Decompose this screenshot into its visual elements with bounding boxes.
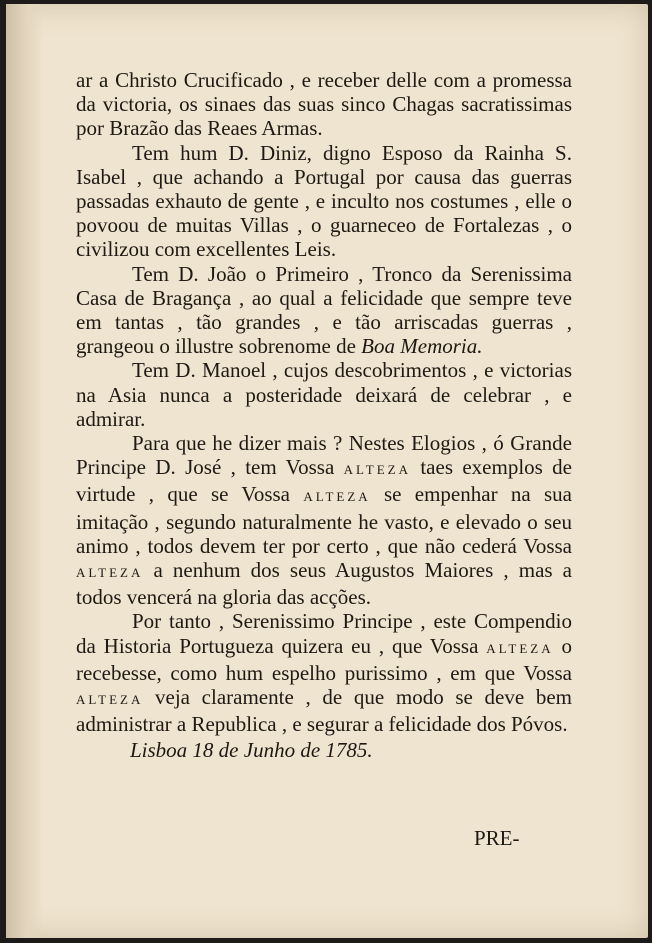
small-caps-title: ALTEZA [303, 489, 371, 505]
paragraph-p4 [76, 358, 572, 431]
small-caps-title: ALTEZA [486, 640, 554, 656]
text-run: Para que he dizer mais ? Nestes Elogios , ó Grande Principe D. José , tem Vossa [76, 431, 572, 480]
text-run: o recebesse, como hum espelho purissimo , em que Vossa [76, 633, 573, 685]
paragraph-p2 [76, 141, 572, 262]
italic-phrase: Boa Memoria. [361, 334, 483, 359]
text-run: ar a Christo Crucificado , e receber delle com a promessa da victoria, os sinaes das suas sinco Chagas sacratissimas por Brazão das Reaes Armas. [76, 68, 572, 141]
text-run: Tem D. João o Primeiro , Tronco da Serenissima Casa de Bragança , ao qual a felicidade que sempre teve em tantas , tão grandes , e tão arriscadas guerras , grangeou o illustre sobrenome de [76, 261, 572, 359]
paragraph-list [76, 68, 572, 736]
text-run: taes exemplos de virtude , que se Vossa [76, 455, 572, 507]
text-run: Tem D. Manoel , cujos descobrimentos , e victorias na Asia nunca a posteridade deixará de celebrar , e admirar. [76, 358, 572, 431]
dedication-body-text [76, 68, 572, 763]
paragraph-p6 [76, 609, 572, 736]
catchword: PRE- [474, 826, 520, 850]
date-line: Lisboa 18 de Junho de 1785. [130, 738, 373, 763]
paragraph-p1 [76, 68, 572, 141]
paragraph-p5 [76, 431, 572, 609]
text-run: se empenhar na sua imitação , segundo naturalmente he vasto, e elevado o seu animo , todos devem ter por certo , que não cederá Vossa [76, 482, 572, 558]
small-caps-title: ALTEZA [76, 565, 144, 581]
small-caps-title: ALTEZA [76, 692, 144, 708]
small-caps-title: ALTEZA [343, 462, 411, 478]
text-run: Tem hum D. Diniz, digno Esposo da Rainha S. Isabel , que achando a Portugal por causa das guerras passadas exhauto de gente , e inculto nos costumes , elle o povoou de muitas Villas , o guarneceo de Fortalezas , o civilizou com excellentes Leis. [76, 140, 572, 262]
text-run: Por tanto , Serenissimo Principe , este Compendio da Historia Portugueza quizera eu , que Vossa [76, 609, 572, 658]
paragraph-p3 [76, 262, 572, 359]
text-run: veja claramente , de que modo se deve bem administrar a Republica , e segurar a felicidade dos Póvos. [76, 685, 572, 737]
text-run: a nenhum dos seus Augustos Maiores , mas a todos vencerá na gloria das acções. [76, 558, 572, 610]
binding-gutter [6, 4, 44, 938]
